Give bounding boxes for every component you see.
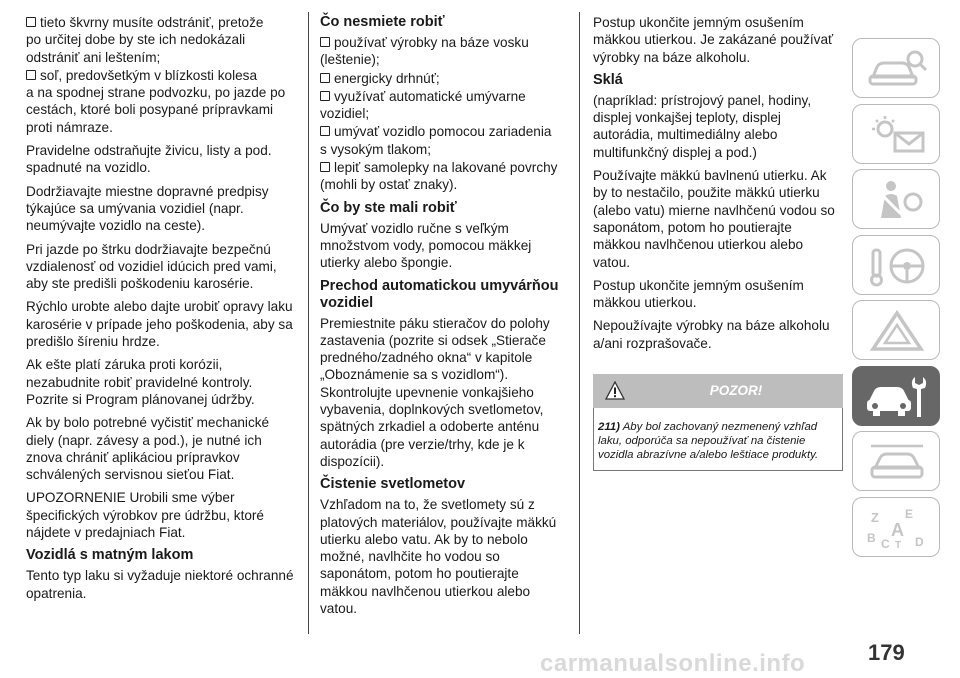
tab-safety[interactable] bbox=[852, 169, 940, 229]
bullet-continuation: po určitej dobe by ste ich nedokázali odstrániť ani leštením; bbox=[26, 32, 246, 65]
bullet-continuation: (leštenie); bbox=[320, 52, 380, 68]
warning-text: Aby bol zachovaný nezmenený vzhľad laku, odporúča sa nepoužívať na čistenie vozidla abrazívne a/alebo leštiace produkty. bbox=[598, 421, 819, 462]
bullet-item: soľ, predovšetkým v blízkosti kolesa bbox=[26, 67, 298, 84]
warning-triangle-icon bbox=[605, 381, 625, 401]
bullet-item: tieto škvrny musíte odstrániť, pretože bbox=[26, 14, 298, 31]
paragraph: Vzhľadom na to, že svetlomety sú z platových materiálov, používajte mäkkú utierku alebo vatu. Ak by to nebolo možné, navlhčite ho vodou so saponátom, potom ho poutierajte mäkkou navlhčenou utierkou alebo vatou. bbox=[320, 497, 557, 617]
paragraph: Premiestnite páku stieračov do polohy zastavenia (pozrite si odsek „Stierače predného/zadného okna“ v kapitole „Oboznámenie sa s vozidlom“). Skontrolujte upevnenie vonkajšieho vybavenia, doplnkových svetlometov, spätných zrkadiel a odoberte anténu autorádia (pre verzie/trhy, kde je k dispozícii). bbox=[320, 315, 550, 469]
section-heading: Čistenie svetlometov bbox=[320, 476, 466, 493]
column-2 bbox=[320, 14, 568, 623]
bullet-continuation: s vysokým tlakom; bbox=[320, 141, 432, 157]
column-1 bbox=[26, 14, 298, 608]
svg-text:T: T bbox=[895, 539, 902, 550]
paragraph: Pri jazde po štrku dodržiavajte bezpečnú vzdialenosť od vozidiel idúcich pred vami, aby ste predišli poškodeniu karosérie. bbox=[26, 241, 277, 292]
paragraph: Postup ukončite jemným osušením mäkkou utierkou. bbox=[593, 277, 804, 311]
alphabet-index-icon bbox=[865, 506, 929, 550]
column-divider-2 bbox=[579, 12, 580, 634]
page-number: 179 bbox=[868, 640, 905, 665]
bullet-item: využívať automatické umývarne bbox=[320, 88, 568, 105]
bullet-item: lepiť samolepky na lakované povrchy bbox=[320, 159, 568, 176]
tab-starting-driving[interactable] bbox=[852, 235, 940, 295]
paragraph: Umývať vozidlo ručne s veľkým množstvom vody, pomocou mäkkej utierky alebo špongie. bbox=[320, 220, 532, 271]
svg-text:A: A bbox=[891, 519, 904, 540]
warning-header bbox=[593, 374, 843, 408]
paragraph: (napríklad: prístrojový panel, hodiny, displej vonkajšej teploty, displej autorádia, multimediálny alebo multifunkčný displej a pod.) bbox=[593, 92, 812, 160]
paragraph: Tento typ laku si vyžaduje niektoré ochranné opatrenia. bbox=[26, 568, 294, 601]
bullet-continuation: (mohli by ostať znaky). bbox=[320, 177, 458, 193]
paragraph: Nepoužívajte výrobky na báze alkoholu a/ani rozprašovače. bbox=[593, 318, 830, 351]
tab-technical-data[interactable] bbox=[852, 431, 940, 491]
paragraph: Ak by bolo potrebné vyčistiť mechanické diely (napr. závesy a pod.), je nutné ich znova chrániť aplikáciou prípravkov schválených servisnou sieťou Fiat. bbox=[26, 415, 270, 483]
section-heading: Sklá bbox=[593, 71, 623, 88]
tab-knowing-vehicle[interactable] bbox=[852, 38, 940, 98]
seatbelt-airbag-icon bbox=[865, 178, 929, 222]
bullet-continuation: vozidiel; bbox=[320, 106, 370, 122]
tab-dashboard-lights[interactable] bbox=[852, 104, 940, 164]
warning-lights-icon bbox=[865, 113, 929, 157]
warning-title: POZOR! bbox=[709, 383, 763, 399]
warning-number: 211) bbox=[598, 421, 620, 434]
watermark: carmanualsonline.info bbox=[540, 650, 806, 677]
svg-text:B: B bbox=[867, 530, 876, 545]
bullet-item: používať výrobky na báze vosku bbox=[320, 34, 568, 51]
car-wrench-icon bbox=[865, 375, 929, 419]
paragraph: Rýchlo urobte alebo dajte urobiť opravy laku karosérie v prípade jeho poškodenia, aby sa predišlo šíreniu hrdze. bbox=[26, 299, 293, 350]
svg-text:D: D bbox=[915, 534, 924, 549]
tab-index[interactable] bbox=[852, 497, 940, 557]
section-heading: Čo nesmiete robiť bbox=[320, 14, 445, 30]
section-heading: Vozidlá s matným lakom bbox=[26, 547, 194, 564]
column-3 bbox=[593, 14, 843, 471]
steering-key-icon bbox=[865, 244, 929, 288]
emergency-triangle-icon bbox=[865, 309, 929, 353]
paragraph: Pravidelne odstraňujte živicu, listy a pod. spadnuté na vozidlo. bbox=[26, 143, 272, 176]
paragraph: Ak ešte platí záruka proti korózii, nezabudnite robiť pravidelné kontroly. Pozrite si Program plánovanej údržby. bbox=[26, 357, 255, 407]
bullet-item: umývať vozidlo pomocou zariadenia bbox=[320, 123, 568, 140]
bullet-item: energicky drhnúť; bbox=[320, 70, 568, 87]
svg-text:C: C bbox=[881, 536, 890, 550]
svg-text:Z: Z bbox=[871, 509, 879, 525]
tab-emergency[interactable] bbox=[852, 300, 940, 360]
paragraph: UPOZORNENIE Urobili sme výber špecifických výrobkov pre údržbu, ktoré nájdete v predajniach Fiat. bbox=[26, 490, 264, 541]
car-search-icon bbox=[865, 47, 929, 91]
bullet-continuation: a na spodnej strane podvozku, po jazde po cestách, ktoré boli posypané prípravkami proti námraze. bbox=[26, 85, 286, 135]
column-divider-1 bbox=[308, 12, 309, 634]
car-specs-icon bbox=[865, 440, 929, 484]
section-heading: Čo by ste mali robiť bbox=[320, 199, 457, 216]
chapter-tabs bbox=[852, 38, 942, 562]
paragraph: Používajte mäkkú bavlnenú utierku. Ak by to nestačilo, použite mäkkú utierku (alebo vatu) mierne navlhčenú vodou so saponátom, potom ho poutierajte mäkkou navlhčenou utierkou alebo vatou. bbox=[593, 168, 835, 270]
paragraph: Postup ukončite jemným osušením mäkkou utierkou. Je zakázané používať výrobky na báze alkoholu. bbox=[593, 15, 834, 65]
warning-body bbox=[593, 408, 843, 471]
paragraph: Dodržiavajte miestne dopravné predpisy týkajúce sa umývania vozidiel (napr. neumývajte vozidlo na ceste). bbox=[26, 183, 269, 234]
tab-maintenance[interactable] bbox=[852, 366, 940, 426]
svg-text:E: E bbox=[905, 506, 914, 521]
section-heading: Prechod automatickou umyvárňou vozidiel bbox=[320, 277, 559, 311]
